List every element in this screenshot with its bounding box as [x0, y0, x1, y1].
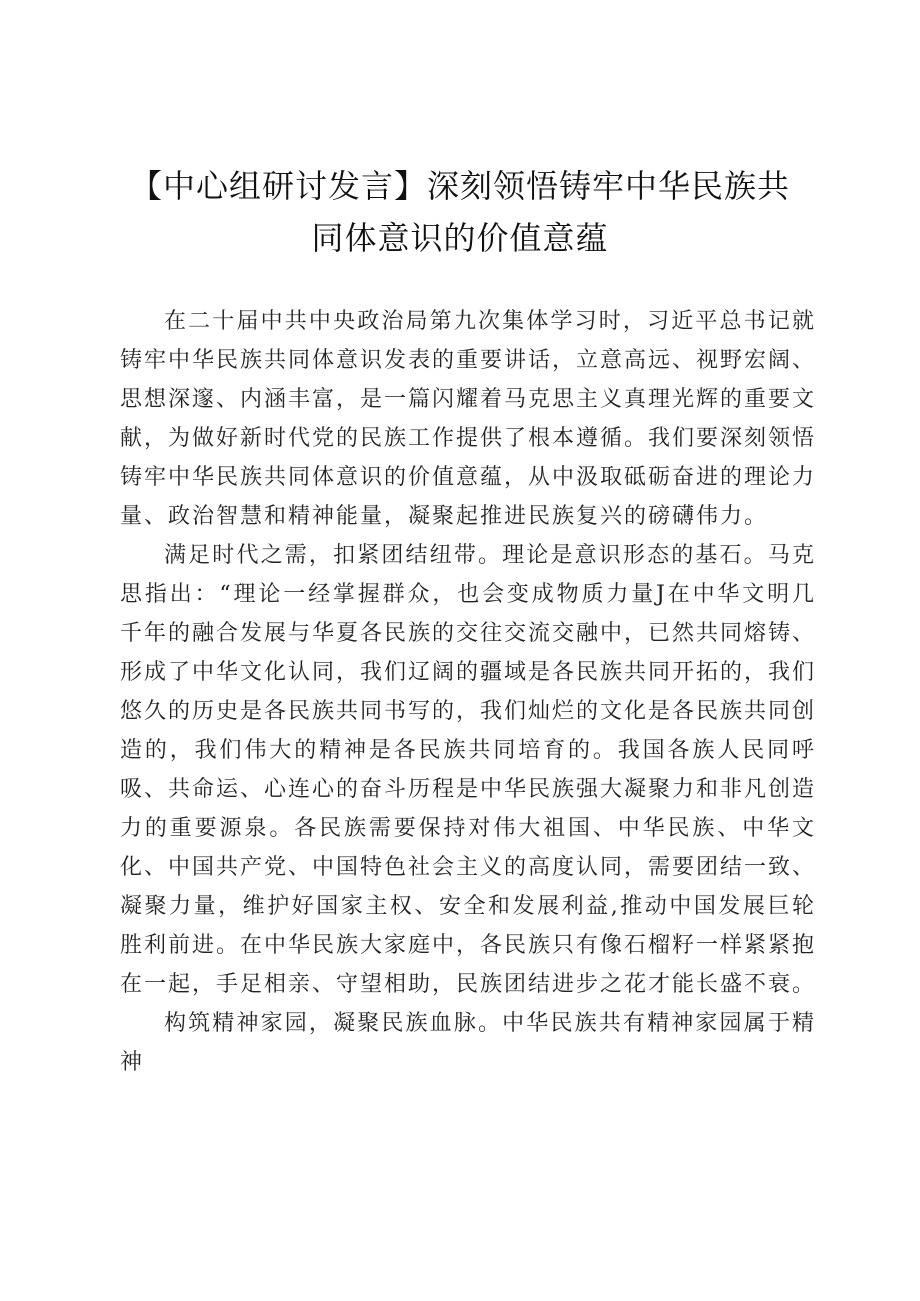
document-title: [100, 160, 820, 264]
paragraph-2: 满足时代之需，扣紧团结纽带。理论是意识形态的基石。马克思指出：“理论一经掌握群众，也会变成物质力量J在中华文明几千年的融合发展与华夏各民族的交往交流交融中，已然共同熔铸、形成了中华文化认同，我们辽阔的疆域是各民族共同开拓的，我们悠久的历史是各民族共同书写的，我们灿烂的文化是各民族共同创造的，我们伟大的精神是各民族共同培育的。我国各族人民同呼吸、共命运、心连心的奋斗历程是中华民族强大凝聚力和非凡创造力的重要源泉。各民族需要保持对伟大祖国、中华民族、中华文化、中国共产党、中国特色社会主义的高度认同，需要团结一致、凝聚力量，维护好国家主权、安全和发展利益,推动中国发展巨轮胜利前进。在中华民族大家庭中，各民族只有像石榴籽一样紧紧抱在一起，手足相亲、守望相助，民族团结进步之花才能长盛不衰。: [120, 543, 817, 997]
paragraph-3: 构筑精神家园，凝聚民族血脉。中华民族共有精神家园属于精神: [120, 1011, 816, 1075]
paragraph-1: 在二十届中共中央政治局第九次集体学习时，习近平总书记就铸牢中华民族共同体意识发表的重要讲话，立意高远、视野宏阔、思想深邃、内涵丰富，是一篇闪耀着马克思主义真理光辉的重要文献，为做好新时代党的民族工作提供了根本遵循。我们要深刻领悟铸牢中华民族共同体意识的价值意蕴，从中汲取砥砺奋进的理论力量、政治智慧和精神能量，凝聚起推进民族复兴的磅礴伟力。: [120, 309, 817, 529]
title-line-2: 同体意识的价值意蕴: [311, 219, 609, 257]
document-body: [120, 302, 816, 1082]
title-line-1: 【中心组研讨发言】深刻领悟铸牢中华民族共: [129, 167, 790, 205]
